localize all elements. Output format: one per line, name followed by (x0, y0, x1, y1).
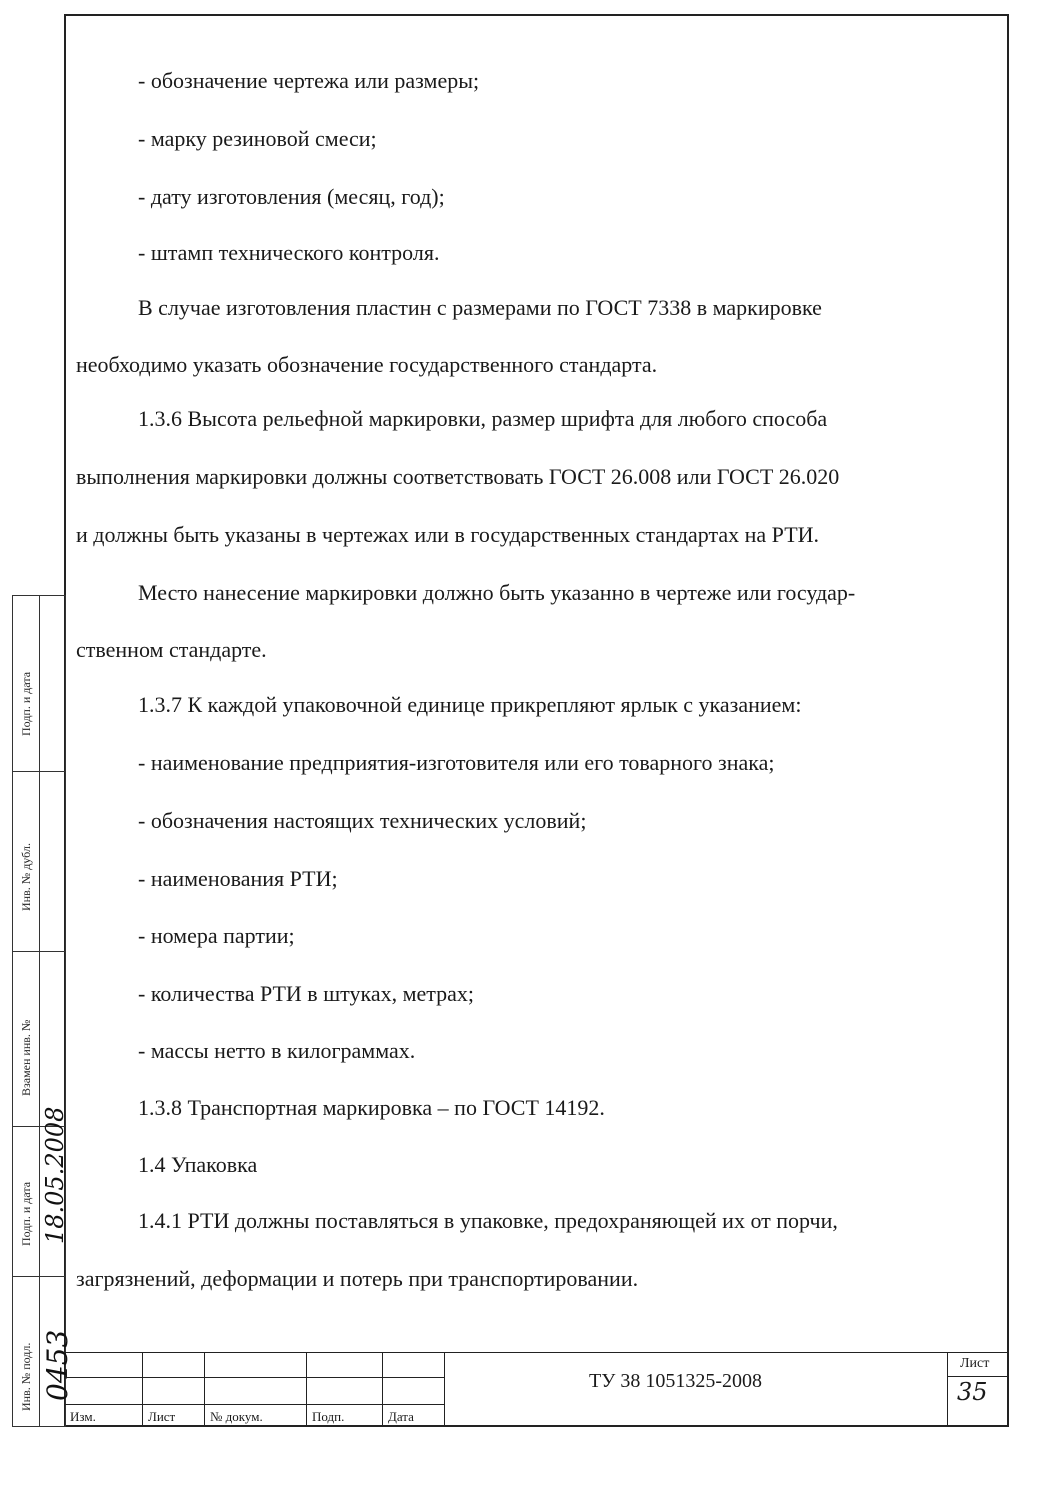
text-line: и должны быть указаны в чертежах или в государственных стандартах на РТИ. (76, 522, 820, 547)
handwritten-inv-number: 0453 (41, 1329, 74, 1401)
side-label-replace-inv: Взамен инв. № (19, 1019, 33, 1096)
side-table-divider (39, 596, 40, 1426)
title-block-line (306, 1352, 307, 1427)
side-label-sign-date-1: Подп. и дата (19, 671, 33, 736)
title-block-line (64, 1377, 444, 1378)
text-line: - дату изготовления (месяц, год); (138, 184, 445, 209)
title-block-line (382, 1352, 383, 1427)
text-line: 1.4 Упаковка (138, 1152, 258, 1177)
title-block-line (204, 1352, 205, 1427)
side-label-inv-orig: Инв. № подл. (19, 1342, 33, 1411)
title-block-line (64, 1404, 444, 1405)
side-table-row-divider (13, 951, 65, 952)
text-line: 1.3.6 Высота рельефной маркировки, размер шрифта для любого способа (138, 406, 828, 431)
col-sheet: Лист (148, 1409, 176, 1424)
handwritten-date: 18.05.2008 (41, 1106, 69, 1244)
col-change: Изм. (70, 1409, 96, 1424)
document-code: ТУ 38 1051325-2008 (589, 1370, 763, 1392)
col-signature: Подп. (312, 1409, 345, 1424)
text-line: - штамп технического контроля. (138, 240, 440, 265)
title-block (64, 1352, 1009, 1427)
text-line: - обозначение чертежа или размеры; (138, 68, 480, 93)
text-line: загрязнений, деформации и потерь при транспортировании. (76, 1266, 639, 1291)
text-line: - номера партии; (138, 923, 295, 948)
text-line: - обозначения настоящих технических условий; (138, 808, 587, 833)
text-line: выполнения маркировки должны соответствовать ГОСТ 26.008 или ГОСТ 26.020 (76, 464, 840, 489)
title-block-line (947, 1352, 948, 1427)
title-block-line (947, 1376, 1009, 1377)
text-line: 1.3.7 К каждой упаковочной единице прикрепляют ярлык с указанием: (138, 692, 802, 717)
sheet-number: 35 (957, 1378, 988, 1406)
text-line: - марку резиновой смеси; (138, 126, 377, 151)
text-line: необходимо указать обозначение государственного стандарта. (76, 352, 658, 377)
text-line: - наименование предприятия-изготовителя или его товарного знака; (138, 750, 775, 775)
text-line: Место нанесение маркировки должно быть указанно в чертеже или государ- (138, 580, 856, 605)
col-date: Дата (388, 1409, 414, 1424)
side-label-sign-date-2: Подп. и дата (19, 1181, 33, 1246)
title-block-line (444, 1352, 1009, 1353)
text-line: 1.4.1 РТИ должны поставляться в упаковке, предохраняющей их от порчи, (138, 1208, 838, 1233)
text-line: ственном стандарте. (76, 637, 267, 662)
text-line: - количества РТИ в штуках, метрах; (138, 981, 475, 1006)
side-table-row-divider (13, 771, 65, 772)
title-block-line (64, 1352, 444, 1353)
text-line: 1.3.8 Транспортная маркировка – по ГОСТ 14192. (138, 1095, 605, 1120)
col-doc-number: № докум. (210, 1409, 263, 1424)
text-line: В случае изготовления пластин с размерами по ГОСТ 7338 в маркировке (138, 295, 822, 320)
title-block-line (444, 1352, 445, 1427)
side-table-row-divider (13, 1276, 65, 1277)
title-block-line (142, 1352, 143, 1427)
side-table (12, 595, 74, 1427)
text-line: - массы нетто в килограммах. (138, 1038, 416, 1063)
text-line: - наименования РТИ; (138, 866, 338, 891)
side-label-inv-dup: Инв. № дубл. (19, 843, 33, 911)
sheet-label: Лист (960, 1356, 990, 1371)
